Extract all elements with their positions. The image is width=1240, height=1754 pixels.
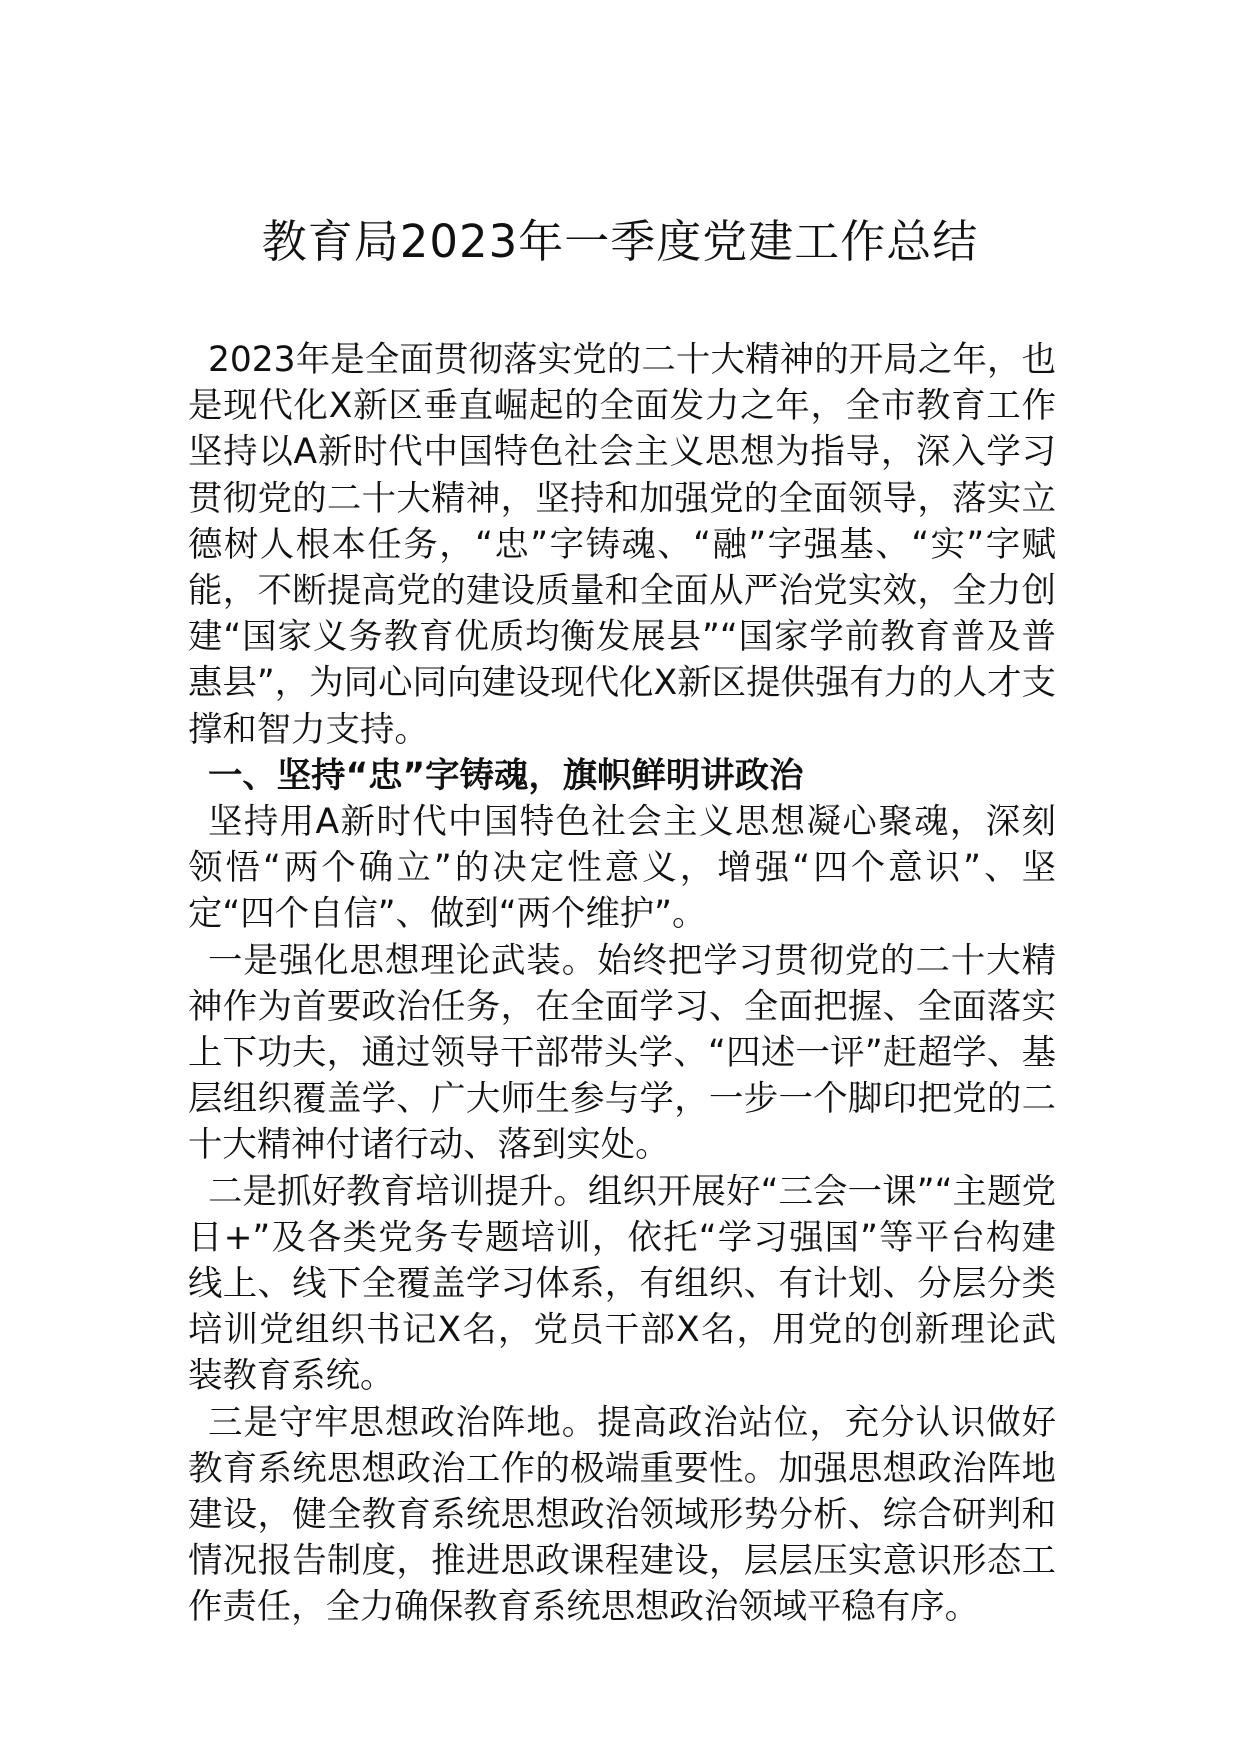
point-2-paragraph: 二是抓好教育培训提升。组织开展好“三会一课”“主题党日+”及各类党务专题培训，依托“学习强国”等平台构建线上、线下全覆盖学习体系，有组织、有计划、分层分类培训党组织书记X名，党员干部X名，用党的创新理论武装教育系统。 [188,1171,1056,1397]
intro-paragraph: 2023年是全面贯彻落实党的二十大精神的开局之年，也是现代化X新区垂直崛起的全面发力之年，全市教育工作坚持以A新时代中国特色社会主义思想为指导，深入学习贯彻党的二十大精神，坚持和加强党的全面领导，落实立德树人根本任务，“忠”字铸魂、“融”字强基、“实”字赋能，不断提高党的建设质量和全面从严治党实效，全力创建“国家义务教育优质均衡发展县”“国家学前教育普及普惠县”，为同心同向建设现代化X新区提供强有力的人才支撑和智力支持。 [188,340,1056,750]
section-1-intro-paragraph: 坚持用A新时代中国特色社会主义思想凝心聚魂，深刻领悟“两个确立”的决定性意义，增强“四个意识”、坚定“四个自信”、做到“两个维护”。 [188,802,1056,935]
point-1-paragraph: 一是强化思想理论武装。始终把学习贯彻党的二十大精神作为首要政治任务，在全面学习、全面把握、全面落实上下功夫，通过领导干部带头学、“四述一评”赶超学、基层组织覆盖学、广大师生参与学，一步一个脚印把党的二十大精神付诸行动、落到实处。 [188,940,1056,1166]
point-3-paragraph: 三是守牢思想政治阵地。提高政治站位，充分认识做好教育系统思想政治工作的极端重要性。加强思想政治阵地建设，健全教育系统思想政治领域形势分析、综合研判和情况报告制度，推进思政课程建设，层层压实意识形态工作责任，全力确保教育系统思想政治领域平稳有序。 [188,1402,1056,1628]
document-title: 教育局2023年一季度党建工作总结 [261,215,979,268]
document-body [188,337,1056,1631]
section-heading-1: 一、坚持“忠”字铸魂，旗帜鲜明讲政治 [208,755,804,796]
